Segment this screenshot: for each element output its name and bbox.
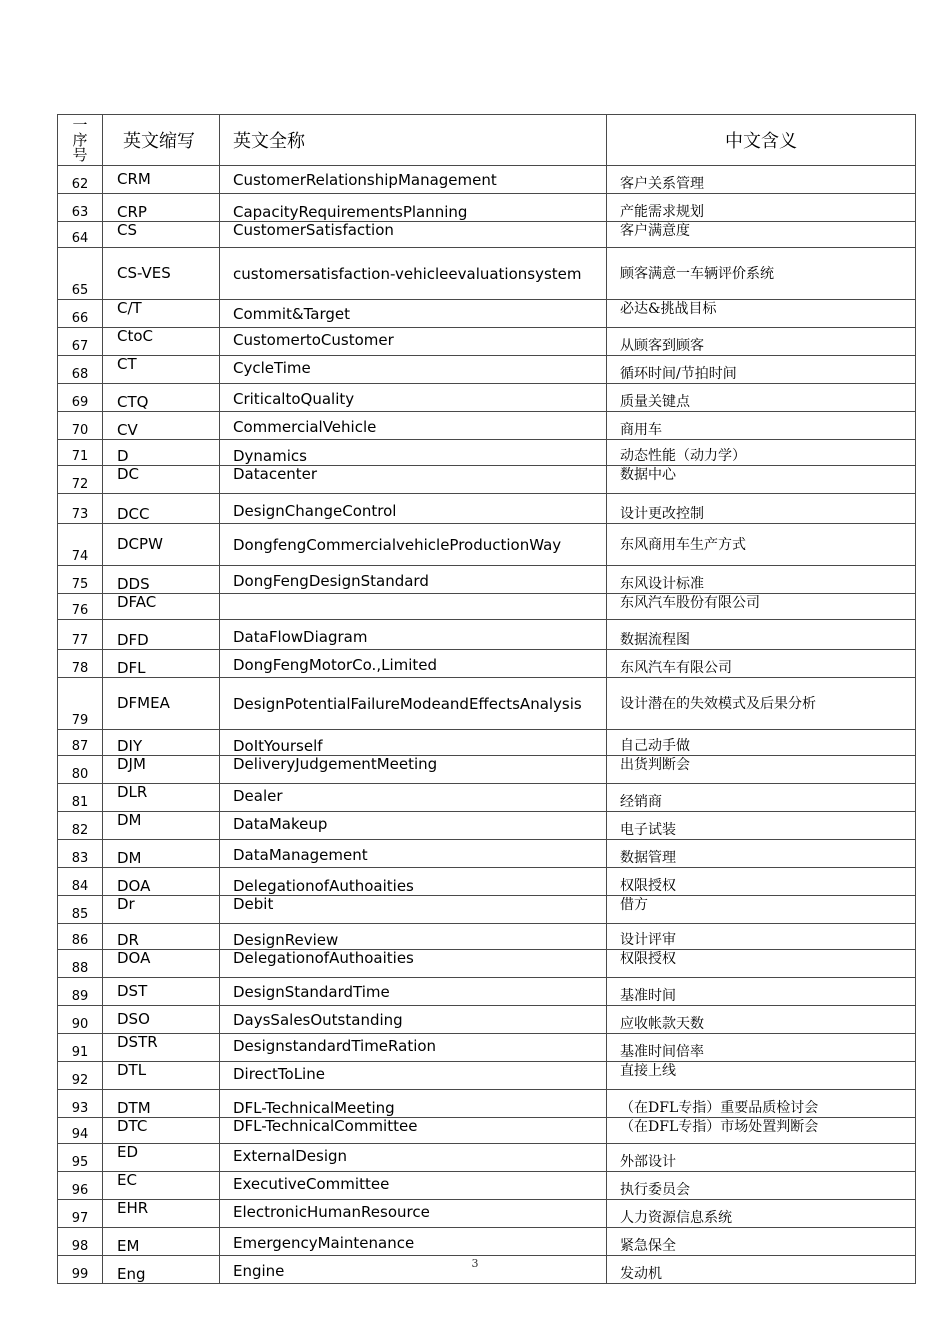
table-row [58, 248, 916, 300]
row-chinese-meaning: 基准时间 [607, 978, 916, 1006]
row-abbreviation: DR [103, 924, 220, 950]
row-chinese-meaning: 循环时间/节拍时间 [607, 356, 916, 384]
row-full-name: ElectronicHumanResource [220, 1200, 607, 1228]
row-full-name: Dealer [220, 784, 607, 812]
table-row [58, 840, 916, 868]
row-full-name: CriticaltoQuality [220, 384, 607, 412]
row-chinese-meaning: 电子试装 [607, 812, 916, 840]
row-chinese-meaning: 直接上线 [607, 1062, 916, 1090]
row-chinese-meaning: 动态性能（动力学） [607, 440, 916, 466]
row-chinese-meaning: 基准时间倍率 [607, 1034, 916, 1062]
row-full-name: DongFengDesignStandard [220, 566, 607, 594]
row-full-name: DesignReview [220, 924, 607, 950]
row-abbreviation: DFAC [103, 594, 220, 620]
row-number: 73 [58, 494, 103, 524]
row-full-name: DesignstandardTimeRation [220, 1034, 607, 1062]
row-full-name: DelegationofAuthoaities [220, 950, 607, 978]
row-chinese-meaning: （在DFL专指）市场处置判断会 [607, 1118, 916, 1144]
row-number: 74 [58, 524, 103, 566]
table-row [58, 784, 916, 812]
row-abbreviation: C/T [103, 300, 220, 328]
row-full-name: DFL-TechnicalCommittee [220, 1118, 607, 1144]
table-row [58, 494, 916, 524]
header-serial-number [58, 115, 103, 166]
row-abbreviation: DM [103, 840, 220, 868]
table-row [58, 594, 916, 620]
row-number: 75 [58, 566, 103, 594]
table-row [58, 812, 916, 840]
row-full-name: CustomerRelationshipManagement [220, 166, 607, 194]
table-row [58, 524, 916, 566]
row-full-name: EmergencyMaintenance [220, 1228, 607, 1256]
row-abbreviation: Dr [103, 896, 220, 924]
table-row [58, 924, 916, 950]
row-number: 76 [58, 594, 103, 620]
row-number: 84 [58, 868, 103, 896]
table-row [58, 868, 916, 896]
row-number: 82 [58, 812, 103, 840]
table-row [58, 756, 916, 784]
row-abbreviation: DJM [103, 756, 220, 784]
row-abbreviation: DSO [103, 1006, 220, 1034]
row-chinese-meaning: 外部设计 [607, 1144, 916, 1172]
row-full-name: Engine [220, 1256, 607, 1284]
row-full-name: DoItYourself [220, 730, 607, 756]
row-abbreviation: CtoC [103, 328, 220, 356]
row-full-name: CustomertoCustomer [220, 328, 607, 356]
row-full-name: DeliveryJudgementMeeting [220, 756, 607, 784]
row-chinese-meaning: 商用车 [607, 412, 916, 440]
table-row [58, 412, 916, 440]
row-chinese-meaning: 发动机 [607, 1256, 916, 1284]
row-number: 64 [58, 222, 103, 248]
row-abbreviation: CS [103, 222, 220, 248]
abbreviation-table [57, 114, 916, 1284]
row-number: 88 [58, 950, 103, 978]
table-row [58, 650, 916, 678]
table-row [58, 1118, 916, 1144]
row-number: 96 [58, 1172, 103, 1200]
row-chinese-meaning: 从顾客到顾客 [607, 328, 916, 356]
row-chinese-meaning: 数据管理 [607, 840, 916, 868]
row-full-name: DesignStandardTime [220, 978, 607, 1006]
row-chinese-meaning: 产能需求规划 [607, 194, 916, 222]
table-row [58, 1006, 916, 1034]
row-abbreviation: DFMEA [103, 678, 220, 730]
row-abbreviation: DM [103, 812, 220, 840]
row-abbreviation: D [103, 440, 220, 466]
row-chinese-meaning: 东风汽车股份有限公司 [607, 594, 916, 620]
row-number: 78 [58, 650, 103, 678]
row-full-name: CommercialVehicle [220, 412, 607, 440]
row-number: 79 [58, 678, 103, 730]
table-row [58, 730, 916, 756]
row-full-name: Datacenter [220, 466, 607, 494]
row-abbreviation: EHR [103, 1200, 220, 1228]
row-abbreviation: CS-VES [103, 248, 220, 300]
row-full-name: DataFlowDiagram [220, 620, 607, 650]
row-number: 86 [58, 924, 103, 950]
row-full-name: DongfengCommercialvehicleProductionWay [220, 524, 607, 566]
table-row [58, 950, 916, 978]
table-row [58, 978, 916, 1006]
table-header-row [58, 115, 916, 166]
table-row [58, 1228, 916, 1256]
row-chinese-meaning: （在DFL专指）重要品质检讨会 [607, 1090, 916, 1118]
header-chinese-meaning: 中文含义 [607, 115, 916, 166]
row-chinese-meaning: 数据中心 [607, 466, 916, 494]
row-chinese-meaning: 设计评审 [607, 924, 916, 950]
row-number: 67 [58, 328, 103, 356]
row-abbreviation: CV [103, 412, 220, 440]
row-full-name: DelegationofAuthoaities [220, 868, 607, 896]
row-chinese-meaning: 自己动手做 [607, 730, 916, 756]
row-full-name: DataManagement [220, 840, 607, 868]
row-full-name: DirectToLine [220, 1062, 607, 1090]
table-row [58, 222, 916, 248]
row-abbreviation: DCC [103, 494, 220, 524]
row-chinese-meaning: 经销商 [607, 784, 916, 812]
row-chinese-meaning: 权限授权 [607, 868, 916, 896]
row-full-name: DFL-TechnicalMeeting [220, 1090, 607, 1118]
row-chinese-meaning: 东风汽车有限公司 [607, 650, 916, 678]
row-chinese-meaning: 必达&挑战目标 [607, 300, 916, 328]
table-row [58, 166, 916, 194]
row-abbreviation: DLR [103, 784, 220, 812]
row-number: 63 [58, 194, 103, 222]
row-number: 89 [58, 978, 103, 1006]
row-abbreviation: CTQ [103, 384, 220, 412]
row-number: 65 [58, 248, 103, 300]
row-full-name: CapacityRequirementsPlanning [220, 194, 607, 222]
table-row [58, 1144, 916, 1172]
row-number: 81 [58, 784, 103, 812]
row-full-name: DataMakeup [220, 812, 607, 840]
row-number: 72 [58, 466, 103, 494]
row-abbreviation: CRM [103, 166, 220, 194]
row-chinese-meaning: 客户满意度 [607, 222, 916, 248]
row-number: 69 [58, 384, 103, 412]
row-abbreviation: EM [103, 1228, 220, 1256]
table-row [58, 896, 916, 924]
row-abbreviation: Eng [103, 1256, 220, 1284]
row-full-name: ExternalDesign [220, 1144, 607, 1172]
table-row [58, 466, 916, 494]
table-row [58, 384, 916, 412]
row-number: 90 [58, 1006, 103, 1034]
row-full-name: customersatisfaction-vehicleevaluationsystem [220, 248, 607, 300]
row-number: 70 [58, 412, 103, 440]
row-abbreviation: DFL [103, 650, 220, 678]
row-abbreviation: DTC [103, 1118, 220, 1144]
row-chinese-meaning: 出货判断会 [607, 756, 916, 784]
row-full-name: DesignPotentialFailureModeandEffectsAnalysis [220, 678, 607, 730]
table-row [58, 620, 916, 650]
row-number: 97 [58, 1200, 103, 1228]
row-number: 68 [58, 356, 103, 384]
row-chinese-meaning: 东风设计标准 [607, 566, 916, 594]
table-row [58, 300, 916, 328]
row-number: 98 [58, 1228, 103, 1256]
row-abbreviation: DST [103, 978, 220, 1006]
row-chinese-meaning: 应收帐款天数 [607, 1006, 916, 1034]
row-full-name: CustomerSatisfaction [220, 222, 607, 248]
header-abbreviation: 英文缩写 [103, 115, 220, 166]
row-abbreviation: ED [103, 1144, 220, 1172]
row-number: 62 [58, 166, 103, 194]
row-chinese-meaning: 执行委员会 [607, 1172, 916, 1200]
row-abbreviation: CT [103, 356, 220, 384]
row-chinese-meaning: 数据流程图 [607, 620, 916, 650]
table-row [58, 356, 916, 384]
row-abbreviation: DIY [103, 730, 220, 756]
row-number: 87 [58, 730, 103, 756]
row-abbreviation: DSTR [103, 1034, 220, 1062]
row-chinese-meaning: 质量关键点 [607, 384, 916, 412]
row-chinese-meaning: 借方 [607, 896, 916, 924]
row-abbreviation: DTM [103, 1090, 220, 1118]
table-row [58, 1090, 916, 1118]
table-row [58, 678, 916, 730]
row-number: 80 [58, 756, 103, 784]
table-row [58, 440, 916, 466]
row-chinese-meaning: 权限授权 [607, 950, 916, 978]
row-abbreviation: EC [103, 1172, 220, 1200]
row-full-name: DesignChangeControl [220, 494, 607, 524]
row-abbreviation: DDS [103, 566, 220, 594]
row-abbreviation: DTL [103, 1062, 220, 1090]
row-full-name: DongFengMotorCo.,Limited [220, 650, 607, 678]
row-number: 92 [58, 1062, 103, 1090]
row-abbreviation: DFD [103, 620, 220, 650]
row-full-name: Dynamics [220, 440, 607, 466]
table-row [58, 566, 916, 594]
row-full-name [220, 594, 607, 620]
table-row [58, 194, 916, 222]
row-full-name: Debit [220, 896, 607, 924]
row-chinese-meaning: 人力资源信息系统 [607, 1200, 916, 1228]
page-number: 3 [471, 1257, 479, 1270]
table-row [58, 328, 916, 356]
row-number: 66 [58, 300, 103, 328]
table-row [58, 1172, 916, 1200]
row-abbreviation: DOA [103, 950, 220, 978]
row-full-name: DaysSalesOutstanding [220, 1006, 607, 1034]
row-number: 71 [58, 440, 103, 466]
row-number: 99 [58, 1256, 103, 1284]
row-number: 95 [58, 1144, 103, 1172]
row-chinese-meaning: 客户关系管理 [607, 166, 916, 194]
row-number: 91 [58, 1034, 103, 1062]
row-number: 83 [58, 840, 103, 868]
row-full-name: Commit&Target [220, 300, 607, 328]
row-chinese-meaning: 设计更改控制 [607, 494, 916, 524]
row-abbreviation: DCPW [103, 524, 220, 566]
row-number: 85 [58, 896, 103, 924]
row-number: 93 [58, 1090, 103, 1118]
row-full-name: ExecutiveCommittee [220, 1172, 607, 1200]
row-number: 94 [58, 1118, 103, 1144]
row-chinese-meaning: 顾客满意一车辆评价系统 [607, 248, 916, 300]
row-full-name: CycleTime [220, 356, 607, 384]
header-serial-number-text: 一 序 号 [72, 115, 88, 164]
table-row [58, 1200, 916, 1228]
row-chinese-meaning: 紧急保全 [607, 1228, 916, 1256]
row-abbreviation: DOA [103, 868, 220, 896]
row-chinese-meaning: 设计潜在的失效模式及后果分析 [607, 678, 916, 730]
header-full-name: 英文全称 [220, 115, 607, 166]
row-abbreviation: CRP [103, 194, 220, 222]
row-number: 77 [58, 620, 103, 650]
row-abbreviation: DC [103, 466, 220, 494]
row-chinese-meaning: 东风商用车生产方式 [607, 524, 916, 566]
table-row [58, 1034, 916, 1062]
table-row [58, 1062, 916, 1090]
